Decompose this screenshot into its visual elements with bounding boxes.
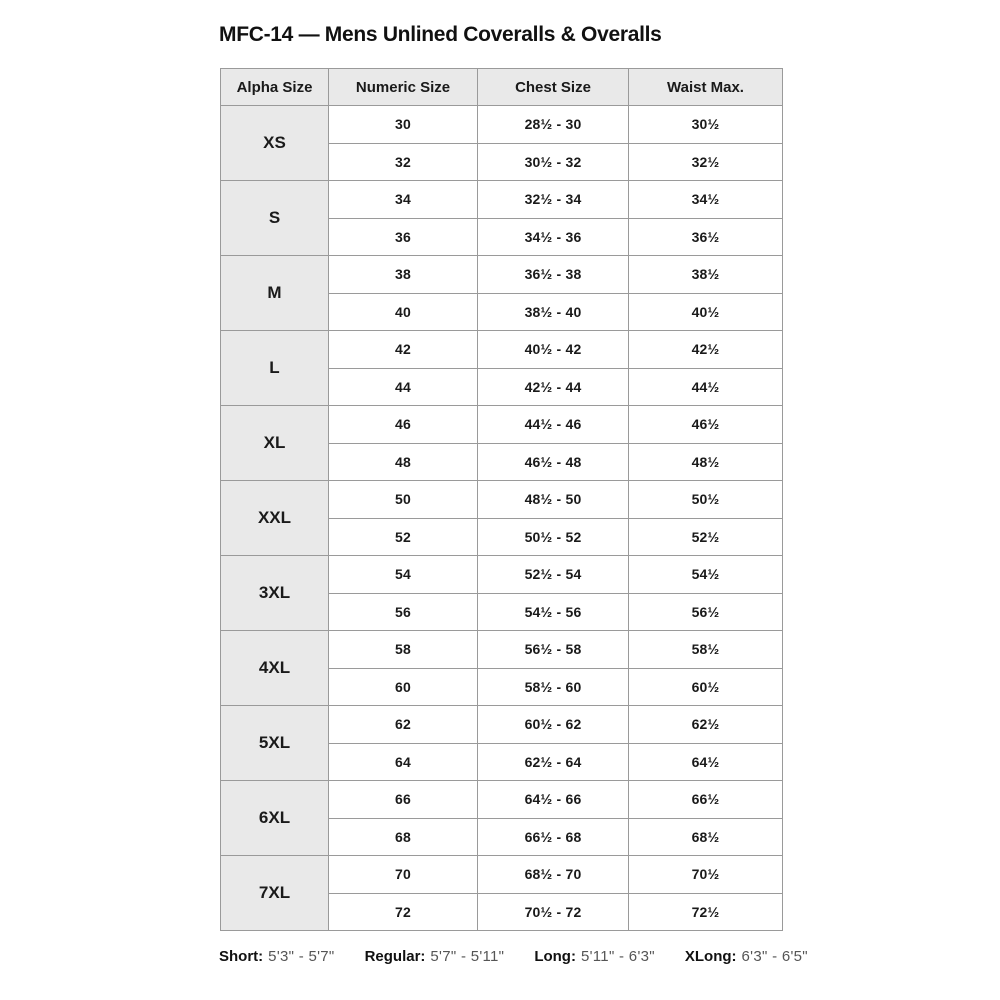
legend-item-regular [365, 948, 505, 965]
numeric-size-cell: 40 [329, 293, 478, 331]
alpha-size-cell: L [221, 331, 329, 406]
waist-max-cell: 62½ [629, 706, 783, 744]
table-row [221, 181, 783, 219]
table-row [221, 856, 783, 894]
column-header-alpha-size: Alpha Size [221, 69, 329, 106]
waist-max-cell: 70½ [629, 856, 783, 894]
numeric-size-cell: 56 [329, 593, 478, 631]
alpha-size-cell: 7XL [221, 856, 329, 931]
page-title: MFC-14 — Mens Unlined Coveralls & Overalls [219, 23, 662, 46]
chest-size-cell: 34½ - 36 [478, 218, 629, 256]
alpha-size-cell: 4XL [221, 631, 329, 706]
chest-size-cell: 52½ - 54 [478, 556, 629, 594]
legend-value: 5'11" - 6'3" [580, 948, 655, 965]
legend-value: 5'3" - 5'7" [268, 948, 335, 965]
chest-size-cell: 30½ - 32 [478, 143, 629, 181]
numeric-size-cell: 68 [329, 818, 478, 856]
chest-size-cell: 56½ - 58 [478, 631, 629, 669]
legend-label: Long: [534, 948, 576, 965]
table-row [221, 106, 783, 144]
chest-size-cell: 66½ - 68 [478, 818, 629, 856]
waist-max-cell: 68½ [629, 818, 783, 856]
chest-size-cell: 38½ - 40 [478, 293, 629, 331]
numeric-size-cell: 34 [329, 181, 478, 219]
waist-max-cell: 42½ [629, 331, 783, 369]
chest-size-cell: 46½ - 48 [478, 443, 629, 481]
header-row [221, 69, 783, 106]
numeric-size-cell: 58 [329, 631, 478, 669]
table-row [221, 706, 783, 744]
size-chart-table [220, 68, 783, 931]
chest-size-cell: 36½ - 38 [478, 256, 629, 294]
waist-max-cell: 46½ [629, 406, 783, 444]
waist-max-cell: 72½ [629, 893, 783, 931]
waist-max-cell: 50½ [629, 481, 783, 519]
numeric-size-cell: 64 [329, 743, 478, 781]
numeric-size-cell: 72 [329, 893, 478, 931]
numeric-size-cell: 32 [329, 143, 478, 181]
numeric-size-cell: 70 [329, 856, 478, 894]
table-row [221, 481, 783, 519]
chest-size-cell: 60½ - 62 [478, 706, 629, 744]
legend-label: XLong: [684, 948, 737, 965]
waist-max-cell: 40½ [629, 293, 783, 331]
waist-max-cell: 36½ [629, 218, 783, 256]
legend-item-short [219, 948, 335, 965]
alpha-size-cell: XS [221, 106, 329, 181]
numeric-size-cell: 38 [329, 256, 478, 294]
numeric-size-cell: 44 [329, 368, 478, 406]
waist-max-cell: 30½ [629, 106, 783, 144]
alpha-size-cell: M [221, 256, 329, 331]
numeric-size-cell: 46 [329, 406, 478, 444]
legend-label: Short: [219, 948, 264, 965]
legend-label: Regular: [364, 948, 426, 965]
waist-max-cell: 58½ [629, 631, 783, 669]
alpha-size-cell: 3XL [221, 556, 329, 631]
table-row [221, 781, 783, 819]
column-header-numeric-size: Numeric Size [329, 69, 478, 106]
numeric-size-cell: 42 [329, 331, 478, 369]
chest-size-cell: 42½ - 44 [478, 368, 629, 406]
legend-item-long [534, 948, 655, 965]
waist-max-cell: 64½ [629, 743, 783, 781]
chest-size-cell: 54½ - 56 [478, 593, 629, 631]
chest-size-cell: 50½ - 52 [478, 518, 629, 556]
alpha-size-cell: 5XL [221, 706, 329, 781]
chest-size-cell: 32½ - 34 [478, 181, 629, 219]
table-row [221, 256, 783, 294]
chest-size-cell: 28½ - 30 [478, 106, 629, 144]
legend-item-xlong [685, 948, 808, 965]
waist-max-cell: 54½ [629, 556, 783, 594]
numeric-size-cell: 48 [329, 443, 478, 481]
table-row [221, 406, 783, 444]
legend-value: 5'7" - 5'11" [430, 948, 505, 965]
waist-max-cell: 48½ [629, 443, 783, 481]
chest-size-cell: 44½ - 46 [478, 406, 629, 444]
chest-size-cell: 40½ - 42 [478, 331, 629, 369]
chest-size-cell: 62½ - 64 [478, 743, 629, 781]
waist-max-cell: 52½ [629, 518, 783, 556]
legend-value: 6'3" - 6'5" [741, 948, 808, 965]
alpha-size-cell: 6XL [221, 781, 329, 856]
waist-max-cell: 38½ [629, 256, 783, 294]
numeric-size-cell: 36 [329, 218, 478, 256]
waist-max-cell: 56½ [629, 593, 783, 631]
alpha-size-cell: XXL [221, 481, 329, 556]
chest-size-cell: 48½ - 50 [478, 481, 629, 519]
waist-max-cell: 66½ [629, 781, 783, 819]
alpha-size-cell: S [221, 181, 329, 256]
numeric-size-cell: 30 [329, 106, 478, 144]
chest-size-cell: 70½ - 72 [478, 893, 629, 931]
table-row [221, 556, 783, 594]
height-range-legend [219, 948, 808, 965]
numeric-size-cell: 66 [329, 781, 478, 819]
numeric-size-cell: 54 [329, 556, 478, 594]
numeric-size-cell: 62 [329, 706, 478, 744]
waist-max-cell: 44½ [629, 368, 783, 406]
table-row [221, 631, 783, 669]
table-row [221, 331, 783, 369]
waist-max-cell: 60½ [629, 668, 783, 706]
column-header-chest-size: Chest Size [478, 69, 629, 106]
chest-size-cell: 64½ - 66 [478, 781, 629, 819]
chest-size-cell: 68½ - 70 [478, 856, 629, 894]
chest-size-cell: 58½ - 60 [478, 668, 629, 706]
waist-max-cell: 32½ [629, 143, 783, 181]
column-header-waist-max: Waist Max. [629, 69, 783, 106]
waist-max-cell: 34½ [629, 181, 783, 219]
numeric-size-cell: 60 [329, 668, 478, 706]
numeric-size-cell: 50 [329, 481, 478, 519]
alpha-size-cell: XL [221, 406, 329, 481]
numeric-size-cell: 52 [329, 518, 478, 556]
